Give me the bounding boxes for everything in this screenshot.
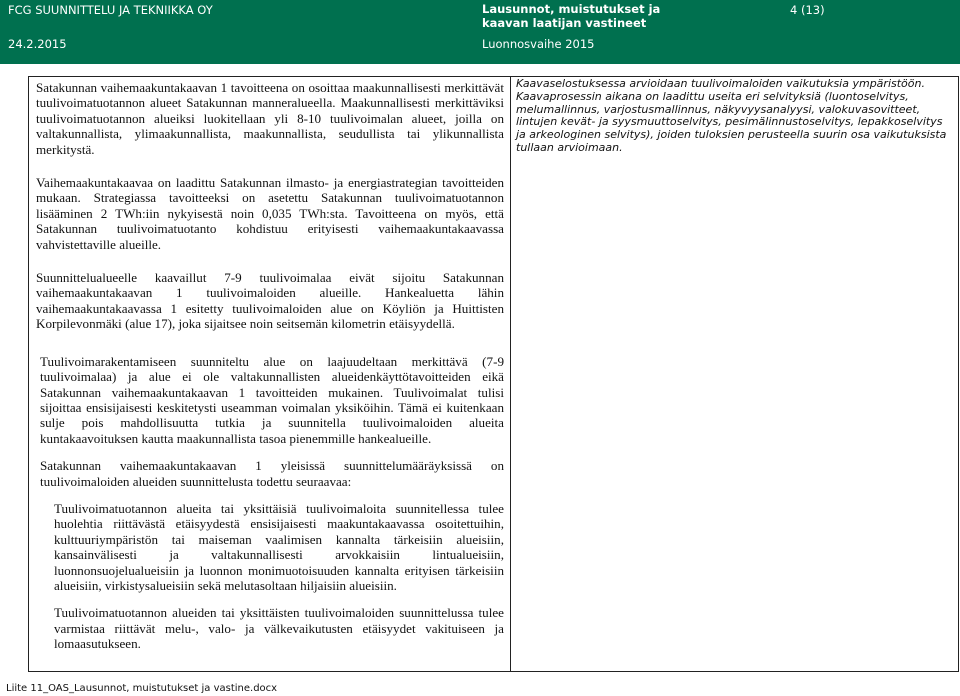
document-title-line1: Lausunnot, muistutukset ja <box>482 2 661 16</box>
response-column <box>516 78 952 155</box>
response-body: Kaavaprosessin aikana on laadittu useita eri selvityksiä (luontoselvitys, melumallinnus, varjostusmallinnus, näkyvyysanalyysi, valokuvasovitteet, lintujen kevät- ja syysmuuttoselvitys, pesimälinnustoselvitys, lepakkoselvitys ja arkeologinen selvitys), joiden tuloksien perusteella suurin osa vaikutuksista tullaan arvioimaan. <box>516 89 947 154</box>
table-column-divider <box>510 76 511 672</box>
statement-paragraph-5: Satakunnan vaihemaakuntakaavan 1 yleisissä suunnittelumääräyksissä on tuulivoimaloiden alueiden suunnittelusta todettu seuraavaa: <box>40 458 504 489</box>
statement-quote-2: Tuulivoimatuotannon alueiden tai yksittäisten tuulivoimaloiden suunnittelussa tulee varmistaa riittävät melu-, valo- ja välkevaikutusten etäisyydet vakituiseen ja lomaasutukseen. <box>54 605 504 652</box>
scanned-statement-column <box>32 80 504 664</box>
document-header <box>0 0 960 64</box>
document-phase: Luonnosvaihe 2015 <box>482 37 595 51</box>
response-line-1: Kaavaselostuksessa arvioidaan tuulivoimaloiden vaikutuksia ympäristöön. <box>516 77 925 90</box>
statement-paragraph-2: Vaihemaakuntakaavaa on laadittu Satakunnan ilmasto- ja energiastrategian tavoitteiden mukaan. Strategiassa tavoitteeksi on asetettu Satakunnan tuulivoimatuotannon lisääminen 2 TWh:iin nykyisestä noin 0,035 TWh:sta. Tavoitteena on myös, että Satakunnan tuulivoimatuotanto kohdistuu erityisesti vaihemaakuntakaavassa vahvistettaville alueille. <box>36 175 504 252</box>
statement-paragraph-3: Suunnittelualueelle kaavaillut 7-9 tuulivoimalaa eivät sijoitu Satakunnan vaihemaakuntakaavan 1 tuulivoimaloiden alueille. Hankealuetta lähin vaihemaakuntakaavassa 1 esitetty tuulivoimaloiden alue on Köyliön ja Huittisten Korpilevonmäki (alue 17), joka sijaitsee noin seitsemän kilometrin etäisyydellä. <box>36 270 504 332</box>
statement-paragraph-1: Satakunnan vaihemaakuntakaavan 1 tavoitteena on osoittaa maakunnallisesti merkittävät tuulivoimatuotannon alueet Satakunnan manneralueella. Maakunnallisesti merkittäviksi tuulivoimatuotannon alueiksi luokitellaan yli 8-10 tuulivoimalan alueet, joilla on valtakunnallista, ylimaakunnallista, maakunnallista, seudullista tai ylikunnallista merkitystä. <box>36 80 504 157</box>
footer-filename: Liite 11_OAS_Lausunnot, muistutukset ja vastine.docx <box>6 683 278 694</box>
organization-name: FCG SUUNNITTELU JA TEKNIIKKA OY <box>8 3 213 17</box>
statement-paragraph-4: Tuulivoimarakentamiseen suunniteltu alue on laajuudeltaan merkittävä (7-9 tuulivoimalaa) ja alue ei ole valtakunnallisten alueidenkäyttötavoitteiden eikä Satakunnan vaihemaakuntakaavan 1 tavoitteiden mukainen. Tuulivoimalat tulisi sijoittaa ensisijaisesti keskitetysti useamman voimalan yksiköihin. Tämä ei kuitenkaan sulje pois mahdollisuutta tutkia ja suunnitella tuulivoimaloiden alueita kuntakaavoituksen kautta maakunnallista tasoa pienemmille hankealueille. <box>40 353 504 446</box>
document-date: 24.2.2015 <box>8 37 67 51</box>
document-title-line2: kaavan laatijan vastineet <box>482 16 647 30</box>
statement-quote-1: Tuulivoimatuotannon alueita tai yksittäisiä tuulivoimaloita suunnitellessa tulee huolehtia riittävästä etäisyydestä ensisijaisesti maakuntakaavassa osoitettuihin, kulttuuriympäristön tai maiseman vaalimisen kannalta tärkeisiin alueisiin, kansainvälisesti ja valtakunnallisesti arvokkaisiin lintualueisiin, luonnonsuojelualueisiin ja luonnon monimuotoisuuden kannalta erityisen tärkeisiin alueisiin, virkistysalueisiin sekä melutasoltaan hiljaisiin alueisiin. <box>54 500 504 593</box>
page-number: 4 (13) <box>790 3 825 17</box>
